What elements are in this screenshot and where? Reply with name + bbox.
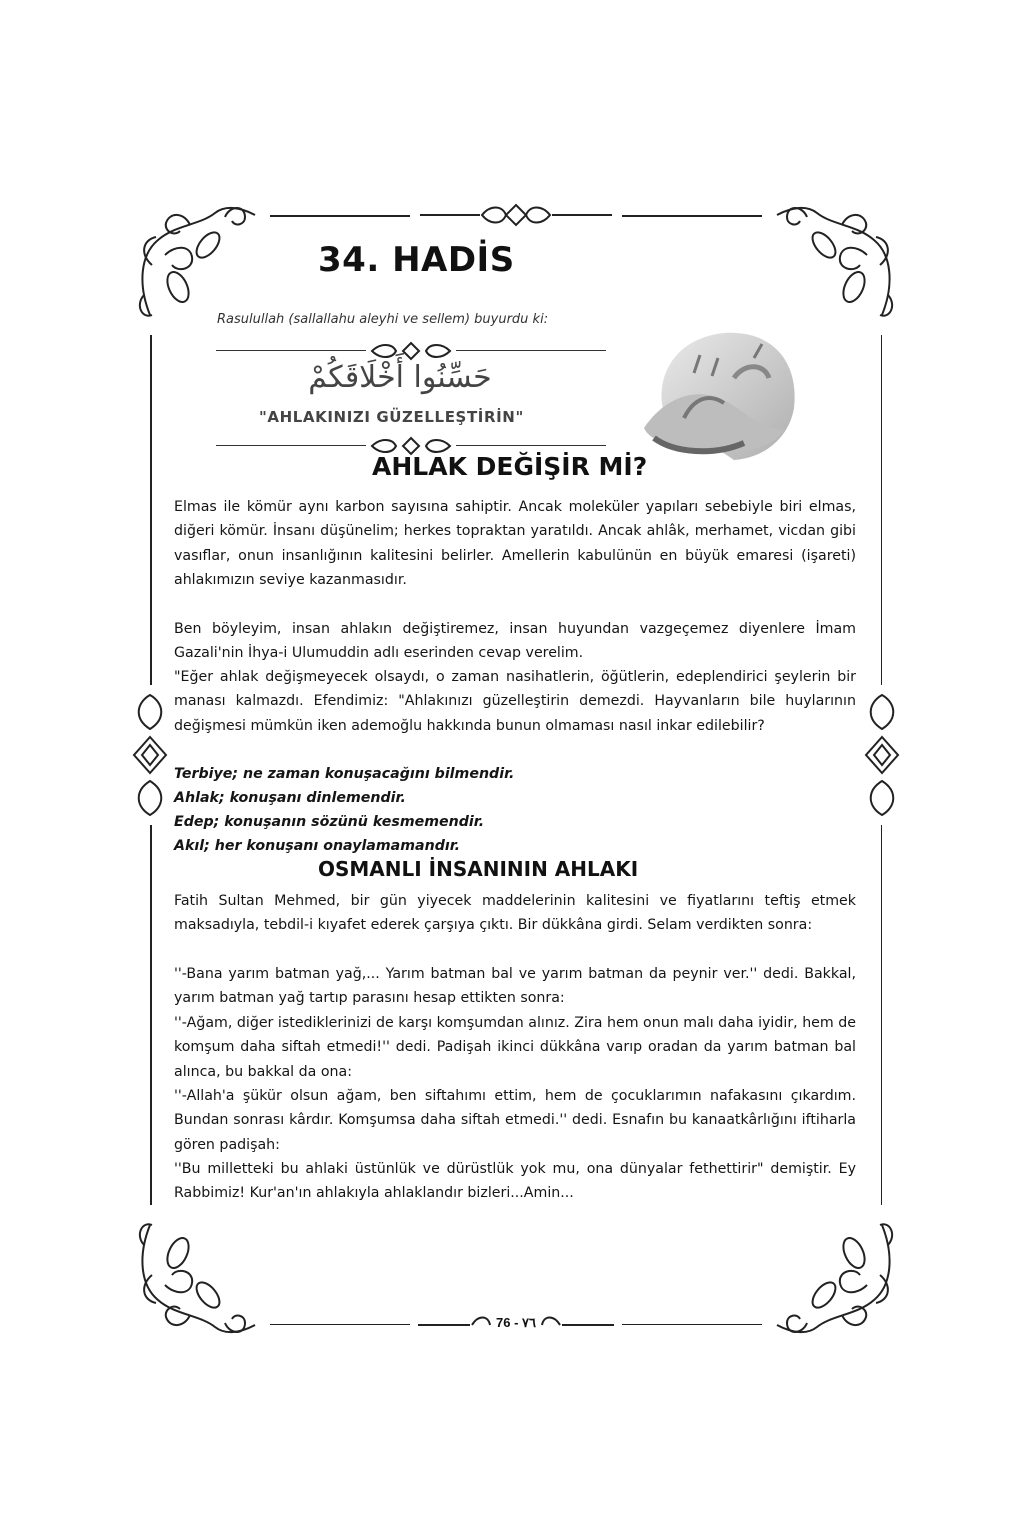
paragraph: "Eğer ahlak değişmeyecek olsaydı, o zaman nasihatlerin, öğütlerin, edeplendirici şeylerin bir manası kalmazdı. Efendimiz: "Ahlakınızı güzelleştirin demezdi. Hayvanların bile huylarının değişmesi mümkün iken ademoğlu hakkında bunun olmaması nasıl inkar edilebilir? <box>174 669 856 734</box>
divider-line <box>456 350 606 351</box>
arabic-hadith-text: حَسِّنُوا أَخْلَاقَكُمْ <box>308 360 492 395</box>
paragraph: Fatih Sultan Mehmed, bir gün yiyecek maddelerinin kalitesini ve fiyatlarını teftiş etmek maksadıyla, tebdil-i kıyafet ederek çarşıya çıktı. Bir dükkâna girdi. Selam verdikten sonra: <box>174 893 856 934</box>
section-title-ahlak-degisir-mi: AHLAK DEĞİŞİR Mİ? <box>372 452 648 481</box>
corner-ornament-icon <box>772 195 902 325</box>
maxim-terbiye: Terbiye; ne zaman konuşacağını bilmendir. <box>174 766 515 782</box>
hadith-translation: "AHLAKINIZI GÜZELLEŞTİRİN" <box>259 408 524 426</box>
side-ornament-icon <box>860 685 904 825</box>
section-title-osmanli: OSMANLI İNSANININ AHLAKI <box>318 857 639 881</box>
paragraph: Elmas ile kömür aynı karbon sayısına sahiptir. Ancak moleküler yapıları sebebiyle biri elmas, diğeri kömür. İnsanı düşünelim; herkes topraktan yaratıldı. Ancak ahlâk, merhamet, vicdan gibi vasıflar, onun insanlığının kalitesini belirler. Amellerin kabulünün en büyük emaresi (işareti) ahlakımızın seviye kazanmasıdır. <box>174 499 856 588</box>
paragraph: ''-Ağam, diğer istediklerinizi de karşı komşumdan alınız. Zira hem onun malı daha iyidir, hem de komşum daha siftah etmedi!'' dedi. Padişah ikinci dükkâna varıp oradan da yarım batman bal alınca, bu bakkal da ona: <box>174 1015 856 1080</box>
hadith-intro: Rasulullah (sallallahu aleyhi ve sellem) buyurdu ki: <box>217 312 549 327</box>
divider-line <box>456 445 606 446</box>
knot-divider-icon <box>366 341 456 361</box>
maxim-edep: Edep; konuşanın sözünü kesmemendir. <box>174 814 485 830</box>
page-title: 34. HADİS <box>318 240 515 280</box>
paragraph: ''-Bana yarım batman yağ,... Yarım batman bal ve yarım batman da peynir ver.'' dedi. Bakkal, yarım batman yağ tartıp parasını hesap ettikten sonra: <box>174 966 856 1007</box>
knot-divider-icon <box>410 201 622 229</box>
corner-ornament-icon <box>130 1215 260 1345</box>
ornamental-divider <box>216 341 606 361</box>
paragraph: ''Bu milletteki bu ahlaki üstünlük ve dürüstlük yok mu, ona dünyalar fethettirir" demiştir. Ey Rabbimiz! Kur'an'ın ahlakıyla ahlaklandır bizleri...Amin... <box>174 1161 856 1202</box>
corner-ornament-icon <box>772 1215 902 1345</box>
maxim-ahlak: Ahlak; konuşanı dinlemendir. <box>174 790 406 806</box>
paragraph: ''-Allah'a şükür olsun ağam, ben siftahımı ettim, hem de çocuklarımın nafakasını çıkardım. Bundan sonrası kârdır. Komşumsa daha siftah etmedi.'' dedi. Esnafın bu kanaatkârlığını iftiharla gören padişah: <box>174 1088 856 1153</box>
divider-line <box>216 350 366 351</box>
corner-ornament-icon <box>130 195 260 325</box>
page-number: 76 - ٧٦ <box>496 1315 536 1330</box>
side-ornament-icon <box>128 685 172 825</box>
calligraphy-emblem-icon <box>624 318 804 468</box>
paragraph: Ben böyleyim, insan ahlakın değiştiremez, insan huyundan vazgeçemez diyenlere İmam Gazali'nin İhya-i Ulumuddin adlı eserinden cevap verelim. <box>174 621 856 662</box>
divider-line <box>216 445 366 446</box>
maxim-akil: Akıl; her konuşanı onaylamamandır. <box>174 838 461 854</box>
page-number-ornament <box>410 1309 622 1341</box>
